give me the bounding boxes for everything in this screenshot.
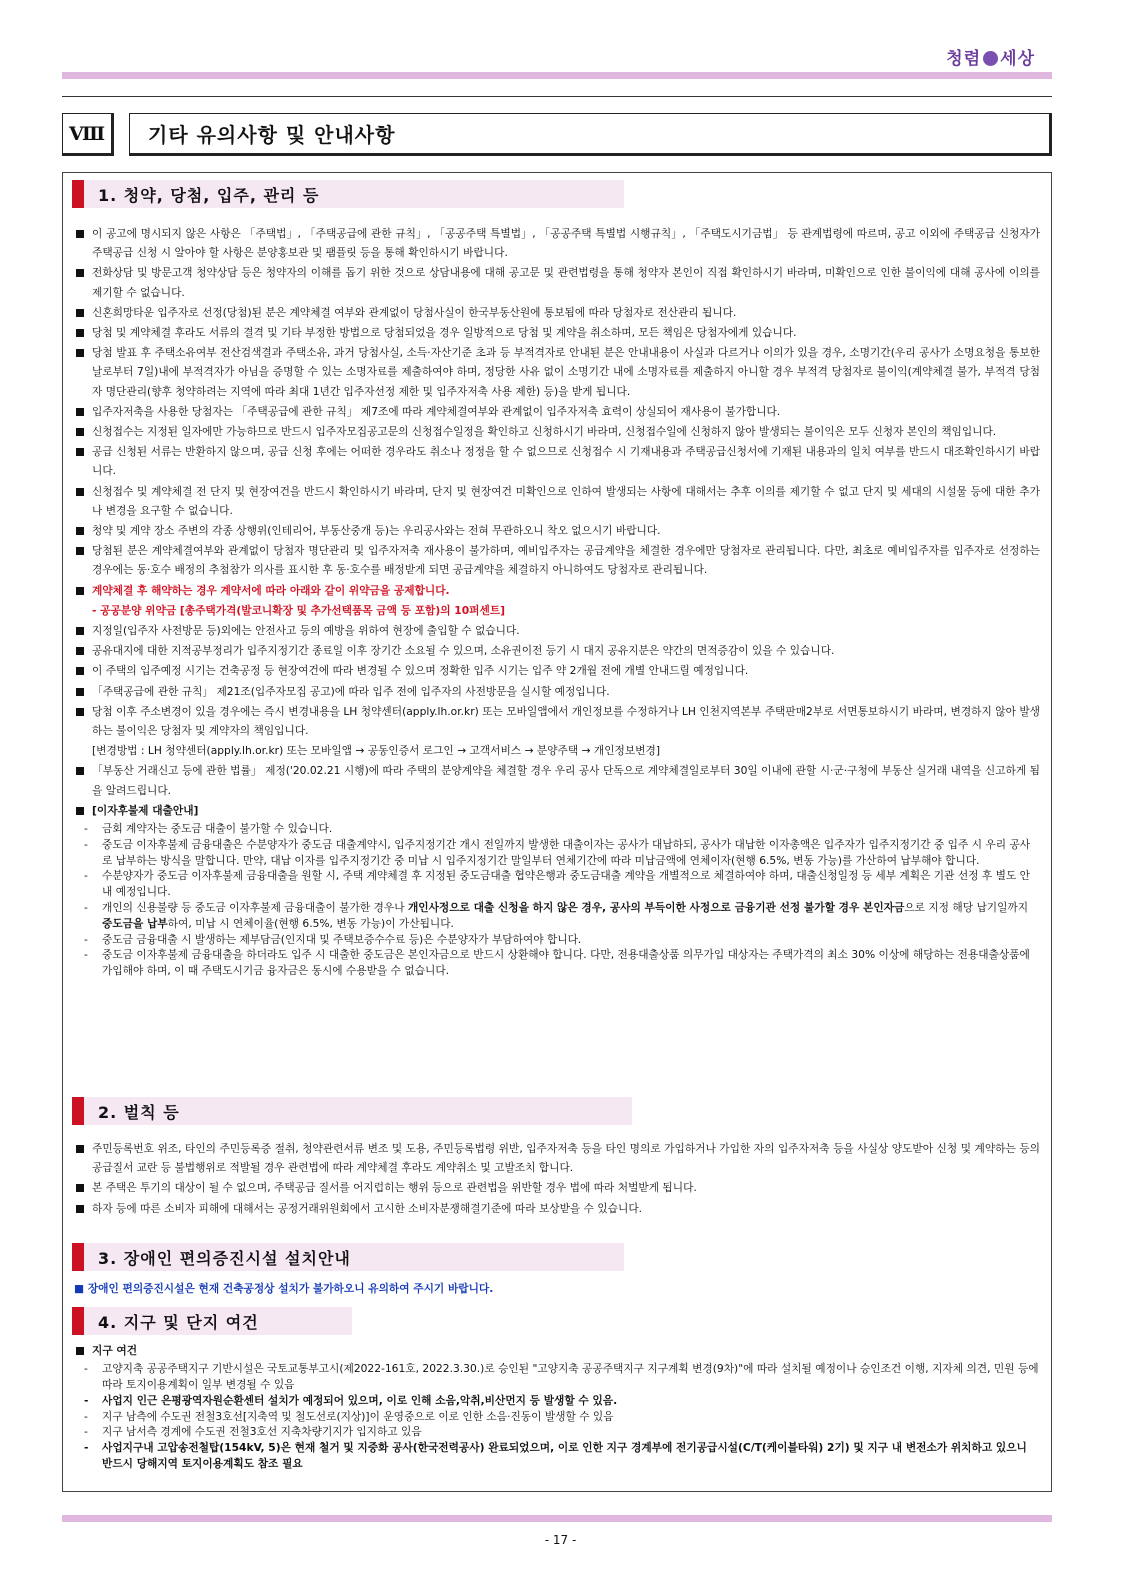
notice-item: 청약 및 계약 장소 주변의 각종 상행위(인테리어, 부동산중개 등)는 우리공사와는 전혀 무관하오니 착오 없으시기 바랍니다. xyxy=(74,521,1040,540)
notice-item: 공유대지에 대한 지적공부정리가 입주지정기간 종료일 이후 장기간 소요될 수 있으며, 소유권이전 등기 시 대지 공유지분은 약간의 면적증감이 있을 수 있습니다. xyxy=(74,641,1040,660)
notice-item: 이 주택의 입주예정 시기는 건축공정 등 현장여건에 따라 변경될 수 있으며 정확한 입주 시기는 입주 약 2개월 전에 개별 안내드릴 예정입니다. xyxy=(74,661,1040,680)
notice-item: 신혼희망타운 입주자로 선정(당첨)된 분은 계약체결 여부와 관계없이 당첨사실이 한국부동산원에 통보됨에 따라 당첨자로 전산관리 됩니다. xyxy=(74,303,1040,322)
bottom-decoration-band xyxy=(62,1515,1052,1522)
notice-item: 당첨 발표 후 주택소유여부 전산검색결과 주택소유, 과거 당첨사실, 소득·자산기준 초과 등 부적격자로 안내된 분은 안내내용이 사실과 다르거나 이의가 있을 경우, 소명기간(우리 공사가 소명요청을 통보한 날로부터 7일)내에 부적격자가 아님을 증명할 수 있는 소명자료를 제출하여야 하며, 정당한 사유 없이 소명기간 내에 소명자료를 제출하지 아니할 경우 부적격 당첨자로 불이익(계약체결 불가, 부적격 당첨자 명단관리(향후 청약하려는 지역에 따라 최대 1년간 입주자선정 제한 및 입주자저축 사용 제한) 등)을 받게 됩니다. xyxy=(74,343,1040,401)
page-number: - 17 - xyxy=(544,1533,577,1547)
notice-item: 「부동산 거래신고 등에 관한 법률」 제정('20.02.21 시행)에 따라 주택의 분양계약을 체결할 경우 우리 공사 단독으로 계약체결일로부터 30일 이내에 관할 시·군·구청에 부동산 실거래 내역을 신고하게 됨을 알려드립니다. xyxy=(74,761,1040,799)
district-subheading: 지구 여건 xyxy=(74,1341,1040,1360)
notice-item: 「주택공급에 관한 규칙」 제21조(입주자모집 공고)에 따라 입주 전에 입주자의 사전방문을 실시할 예정입니다. xyxy=(74,682,1040,701)
top-decoration-band xyxy=(62,72,1052,79)
notice-item: 신청접수는 지정된 일자에만 가능하므로 반드시 입주자모집공고문의 신청접수일정을 확인하고 신청하시기 바라며, 신청접수일에 신청하지 않아 발생되는 불이익은 모두 신청자 본인의 책임입니다. xyxy=(74,422,1040,441)
section-marker xyxy=(72,1243,84,1271)
penalty-detail: - 공공분양 위약금 [총주택가격(발코니확장 및 추가선택품목 금액 등 포함)의 10퍼센트] xyxy=(92,603,506,617)
section-marker xyxy=(72,1097,84,1125)
section-heading-3: 3. 장애인 편의증진시설 설치안내 xyxy=(72,1243,624,1271)
penalty-notice: 계약체결 후 해약하는 경우 계약서에 따라 아래와 같이 위약금을 공제합니다. xyxy=(74,581,1040,600)
chapter-number: Ⅷ xyxy=(62,113,114,156)
notice-item: 전화상담 및 방문고객 청약상담 등은 청약자의 이해를 돕기 위한 것으로 상담내용에 대해 공고문 및 관련법령을 통해 청약자 본인이 직접 확인하시기 바라며, 미확인으로 인한 불이익에 대해 공사에 이의를 제기할 수 없습니다. xyxy=(74,263,1040,301)
notice-item: 지정일(입주자 사전방문 등)외에는 안전사고 등의 예방을 위하여 현장에 출입할 수 없습니다. xyxy=(74,621,1040,640)
top-divider xyxy=(62,96,1052,97)
district-item: - 고양지축 공공주택지구 기반시설은 국토교통부고시(제2022-161호, 2022.3.30.)로 승인된 "고양지축 공공주택지구 지구계획 변경(9차)"에 따라 설치될 예정이나 승인조건 이행, 지자체 의견, 민원 등에 따라 토지이용계획이 일부 변경될 수 있음 xyxy=(82,1361,1040,1393)
section-heading-4: 4. 지구 및 단지 여건 xyxy=(72,1307,352,1335)
section-2-body xyxy=(74,1139,1040,1219)
section-1-body xyxy=(74,224,1040,979)
change-method: [변경방법 : LH 청약센터(apply.lh.or.kr) 또는 모바일앱 → 공동인증서 로그인 → 고객서비스 → 분양주택 → 개인정보변경] xyxy=(92,744,661,758)
loan-item: - 금회 계약자는 중도금 대출이 불가할 수 있습니다. xyxy=(82,821,1040,837)
notice-item: 당첨된 분은 계약체결여부와 관계없이 당첨자 명단관리 및 입주자저축 재사용이 불가하며, 예비입주자는 공급계약을 체결한 경우에만 당첨자로 관리됩니다. 다만, 최초로 예비입주자를 입주자로 선정하는 경우에는 동·호수 배정의 추첨참가 의사를 표시한 후 동·호수를 배정받게 되면 공급계약을 체결하지 아니하여도 당첨자로 관리됩니다. xyxy=(74,541,1040,579)
loan-item: - 개인의 신용불량 등 중도금 이자후불제 금융대출이 불가한 경우나 개인사정으로 대출 신청을 하지 않은 경우, 공사의 부득이한 사정으로 금융기관 선정 불가할 경우 본인자금으로 지정 해당 납기일까지 중도금을 납부하여, 미납 시 연체이율(현행 6.5%, 변동 가능)이 가산됩니다. xyxy=(82,900,1040,932)
accessibility-note: ■ 장애인 편의증진시설은 현재 건축공정상 설치가 불가하오니 유의하여 주시기 바랍니다. xyxy=(74,1282,494,1295)
section-heading-1: 1. 청약, 당첨, 입주, 관리 등 xyxy=(72,180,624,208)
notice-item: 주민등록번호 위조, 타인의 주민등록증 절취, 청약관련서류 변조 및 도용, 주민등록법령 위반, 입주자저축 등을 타인 명의로 가입하거나 가입한 자의 입주자저축 등을 사실상 양도받아 신청 및 계약하는 등의 공급질서 교란 등 불법행위로 적발될 경우 관련법에 따라 계약체결 후라도 계약취소 및 고발조치 합니다. xyxy=(74,1139,1040,1177)
logo-globe-icon xyxy=(983,51,998,66)
district-item: - 지구 남측에 수도권 전철3호선[지축역 및 철도선로(지상)]이 운영중으로 이로 인한 소음·진동이 발생할 수 있음 xyxy=(82,1409,1040,1425)
district-item: - 사업지구내 고압송전철탑(154kV, 5)은 현재 철거 및 지중화 공사(한국전력공사) 완료되었으며, 이로 인한 지구 경계부에 전기공급시설(C/T(케이블타워) 2기) 및 지구 내 변전소가 위치하고 있으니 반드시 당해지역 토지이용계획도 참조 필요 xyxy=(82,1440,1040,1472)
notice-item: 당첨 및 계약체결 후라도 서류의 결격 및 기타 부정한 방법으로 당첨되었을 경우 일방적으로 당첨 및 계약을 취소하며, 모든 책임은 당첨자에게 있습니다. xyxy=(74,323,1040,342)
district-item: - 지구 남서측 경계에 수도권 전철3호선 지축차량기지가 입지하고 있음 xyxy=(82,1424,1040,1440)
loan-item: - 수분양자가 중도금 이자후불제 금융대출을 원할 시, 주택 계약체결 후 지정된 중도금대출 협약은행과 중도금대출 계약을 개별적으로 체결하여야 하며, 대출신청일정 등 세부 계획은 기관 선정 후 별도 안내 예정입니다. xyxy=(82,868,1040,900)
section-marker xyxy=(72,180,84,208)
notice-item: 공급 신청된 서류는 반환하지 않으며, 공급 신청 후에는 어떠한 경우라도 취소나 정정을 할 수 없으므로 신청접수 시 기재내용과 주택공급신청서에 기재된 내용과의 일치 여부를 반드시 대조확인하시기 바랍니다. xyxy=(74,442,1040,480)
section-4-body xyxy=(74,1341,1040,1472)
section-marker xyxy=(72,1307,84,1335)
section-heading-2: 2. 벌칙 등 xyxy=(72,1097,632,1125)
section-3-body xyxy=(74,1279,1040,1298)
notice-item: 신청접수 및 계약체결 전 단지 및 현장여건을 반드시 확인하시기 바라며, 단지 및 현장여건 미확인으로 인하여 발생되는 사항에 대해서는 추후 이의를 제기할 수 없고 단지 및 세대의 시설물 등에 대한 추가나 변경을 요구할 수 없습니다. xyxy=(74,482,1040,520)
notice-item: 하자 등에 따른 소비자 피해에 대해서는 공정거래위원회에서 고시한 소비자분쟁해결기준에 따라 보상받을 수 있습니다. xyxy=(74,1199,1040,1218)
loan-heading: [이자후불제 대출안내] xyxy=(74,801,1040,820)
notice-item: 이 공고에 명시되지 않은 사항은 「주택법」, 「주택공급에 관한 규칙」, 「공공주택 특별법」, 「공공주택 특별법 시행규칙」, 「주택도시기금법」 등 관계법령에 따르며, 공고 이외에 주택공급 신청자가 주택공급 신청 시 알아야 할 사항은 분양홍보관 및 팸플릿 등을 통해 확인하시기 바랍니다. xyxy=(74,224,1040,262)
notice-item: 당첨 이후 주소변경이 있을 경우에는 즉시 변경내용을 LH 청약센터(apply.lh.or.kr) 또는 모바일앱에서 개인정보를 수정하거나 LH 인천지역본부 주택판매2부로 서면통보하시기 바라며, 변경하지 않아 발생하는 불이익은 당첨자 및 계약자의 책임입니다. xyxy=(74,702,1040,740)
integrity-logo: 청렴 세상 xyxy=(946,49,1035,69)
loan-item: - 중도금 금융대출 시 발생하는 제부담금(인지대 및 주택보증수수료 등)은 수분양자가 부담하여야 합니다. xyxy=(82,932,1040,948)
notice-item: 입주자저축을 사용한 당첨자는 「주택공급에 관한 규칙」 제7조에 따라 계약체결여부와 관계없이 입주자저축 효력이 상실되어 재사용이 불가합니다. xyxy=(74,402,1040,421)
loan-item: - 중도금 이자후불제 금융대출을 하더라도 입주 시 대출한 중도금은 본인자금으로 반드시 상환해야 합니다. 다만, 전용대출상품 의무가입 대상자는 주택가격의 최소 30% 이상에 해당하는 전용대출상품에 가입해야 하며, 이 때 주택도시기금 융자금은 동시에 수용받을 수 없습니다. xyxy=(82,947,1040,979)
chapter-title: 기타 유의사항 및 안내사항 xyxy=(129,113,1052,156)
loan-item: - 중도금 이자후불제 금융대출은 수분양자가 중도금 대출계약시, 입주지정기간 개시 전일까지 발생한 대출이자는 공사가 대납하되, 공사가 대납한 이자총액은 입주자가 입주지정기간 중 입주 시 우리 공사로 납부하는 방식을 말합니다. 만약, 대납 이자를 입주지정기간 중 미납 시 입주지정기간 말일부터 연체기간에 따라 미납금액에 연체이자(현행 6.5%, 변동 가능)를 가산하여 납부해야 합니다. xyxy=(82,837,1040,869)
district-item: - 사업지 인근 은평광역자원순환센터 설치가 예정되어 있으며, 이로 인해 소음,악취,비산먼지 등 발생할 수 있음. xyxy=(82,1393,1040,1409)
notice-item: 본 주택은 투기의 대상이 될 수 없으며, 주택공급 질서를 어지럽히는 행위 등으로 관련법을 위반할 경우 법에 따라 처벌받게 됩니다. xyxy=(74,1178,1040,1197)
